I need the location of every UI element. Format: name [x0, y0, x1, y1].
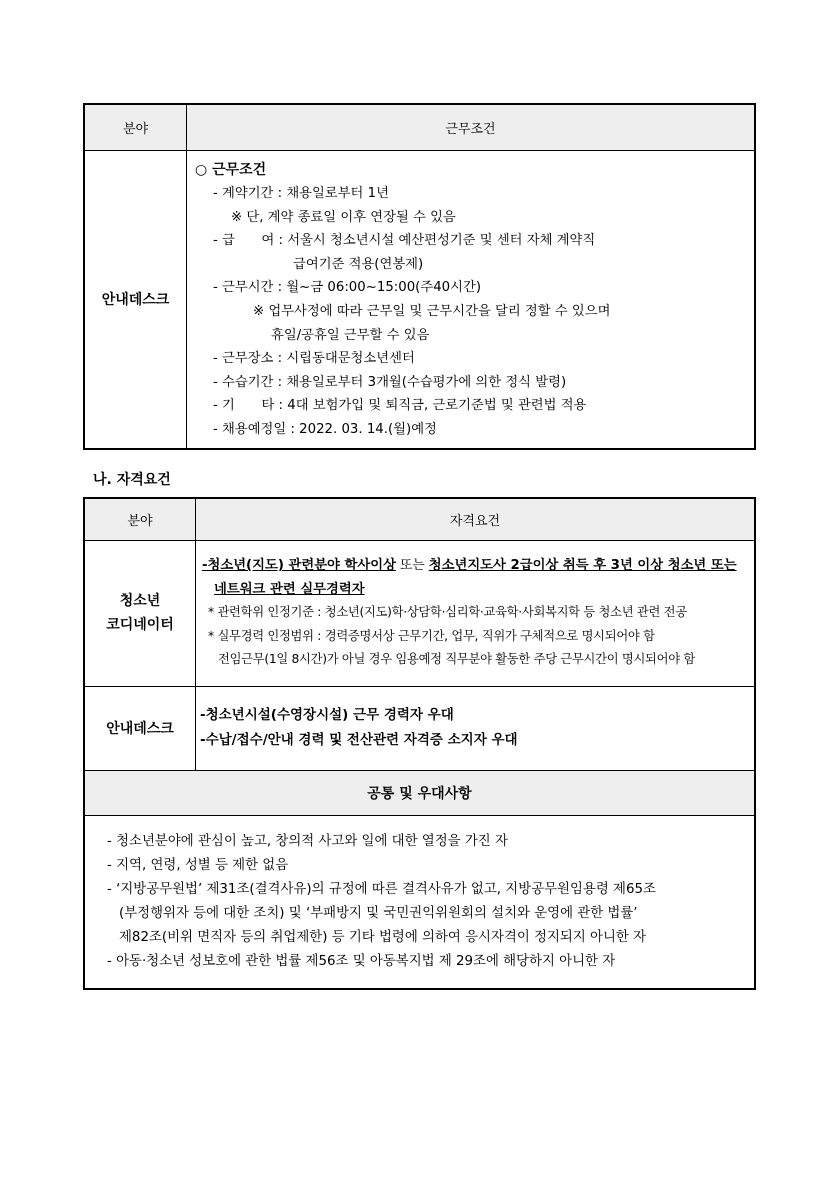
common-line-1: - 청소년분야에 관심이 높고, 창의적 사고와 일에 대한 열정을 가진 자 — [107, 833, 508, 849]
field-youth-coordinator-line2: 코디네이터 — [106, 617, 174, 633]
info-desk-qualifications — [196, 686, 756, 770]
header-conditions: 근무조건 — [187, 104, 756, 150]
work-conditions-table — [83, 103, 756, 450]
field-info-desk-2: 안내데스크 — [84, 686, 196, 770]
field-youth-coordinator-line1: 청소년 — [119, 593, 161, 609]
coordinator-qualifications — [196, 540, 756, 686]
common-content — [84, 815, 755, 989]
contract-note: ※ 단, 계약 종료일 이후 연장될 수 있음 — [231, 209, 456, 225]
req-certificate: 청소년지도사 2급이상 취득 후 3년 이상 청소년 또는 — [428, 558, 737, 574]
common-header: 공통 및 우대사항 — [84, 770, 755, 815]
etc: - 기 타 : 4대 보험가입 및 퇴직금, 근로기준법 및 관련법 적용 — [213, 398, 587, 414]
work-place: - 근무장소 : 시립동대문청소년센터 — [213, 351, 415, 367]
work-hours-note: ※ 업무사정에 따라 근무일 및 근무시간을 달리 정할 수 있으며 — [253, 304, 611, 320]
field-youth-coordinator — [84, 540, 196, 686]
coordinator-req-line1 — [202, 554, 750, 578]
desk-req-line1: -청소년시설(수영장시설) 근무 경력자 우대 — [200, 707, 454, 723]
common-line-6: - 아동·청소년 성보호에 관한 법률 제56조 및 아동복지법 제 29조에 해당하지 아니한 자 — [107, 953, 616, 969]
hire-date: - 채용예정일 : 2022. 03. 14.(월)예정 — [213, 422, 437, 438]
common-line-4: (부정행위자 등에 대한 조치) 및 ‘부패방지 및 국민권익위원회의 설치와 운영에 관한 법률’ — [119, 905, 638, 921]
header-field: 분야 — [84, 104, 187, 150]
work-hours-note-cont: 휴일/공휴일 근무할 수 있음 — [271, 327, 430, 343]
conditions-title: ○ 근무조건 — [195, 161, 267, 178]
experience-note: * 실무경력 인정범위 : 경력증명서상 근무기간, 업무, 직위가 구체적으로 명시되어야 함 — [208, 628, 655, 643]
common-line-5: 제82조(비위 면직자 등의 취업제한) 등 기타 법령에 의하여 응시자격이 정지되지 아니한 자 — [119, 929, 647, 945]
contract-period: - 계약기간 : 채용일로부터 1년 — [213, 186, 389, 202]
conditions-content — [187, 150, 756, 449]
salary-cont: 급여기준 적용(연봉제) — [293, 256, 424, 272]
field-info-desk: 안내데스크 — [84, 150, 187, 449]
section-title-qualifications: 나. 자격요건 — [93, 472, 171, 488]
experience-note-cont: 전임근무(1일 8시간)가 아닐 경우 임용예정 직무분야 활동한 주당 근무시간이 명시되어야 함 — [218, 652, 695, 667]
work-hours: - 근무시간 : 월~금 06:00~15:00(주40시간) — [213, 280, 482, 296]
probation: - 수습기간 : 채용일로부터 3개월(수습평가에 의한 정식 발령) — [213, 374, 567, 390]
req-network-experience: 네트워크 관련 실무경력자 — [214, 581, 365, 597]
common-line-2: - 지역, 연령, 성별 등 제한 없음 — [107, 857, 289, 873]
req-degree: -청소년(지도) 관련분야 학사이상 — [202, 558, 396, 574]
desk-req-line2: -수납/접수/안내 경력 및 전산관련 자격증 소지자 우대 — [200, 732, 518, 748]
common-line-3: - ‘지방공무원법’ 제31조(결격사유)의 규정에 따른 결격사유가 없고, 지방공무원임용령 제65조 — [107, 881, 656, 897]
degree-note: * 관련학위 인정기준 : 청소년(지도)학·상담학·심리학·교육학·사회복지학 등 청소년 관련 전공 — [208, 605, 687, 620]
salary: - 급 여 : 서울시 청소년시설 예산편성기준 및 센터 자체 계약직 — [213, 233, 596, 249]
header-qualifications: 자격요건 — [196, 498, 756, 540]
coordinator-req-line2 — [202, 578, 750, 602]
header-field-2: 분야 — [84, 498, 196, 540]
qualifications-table — [83, 497, 756, 990]
req-or: 또는 — [395, 558, 429, 574]
